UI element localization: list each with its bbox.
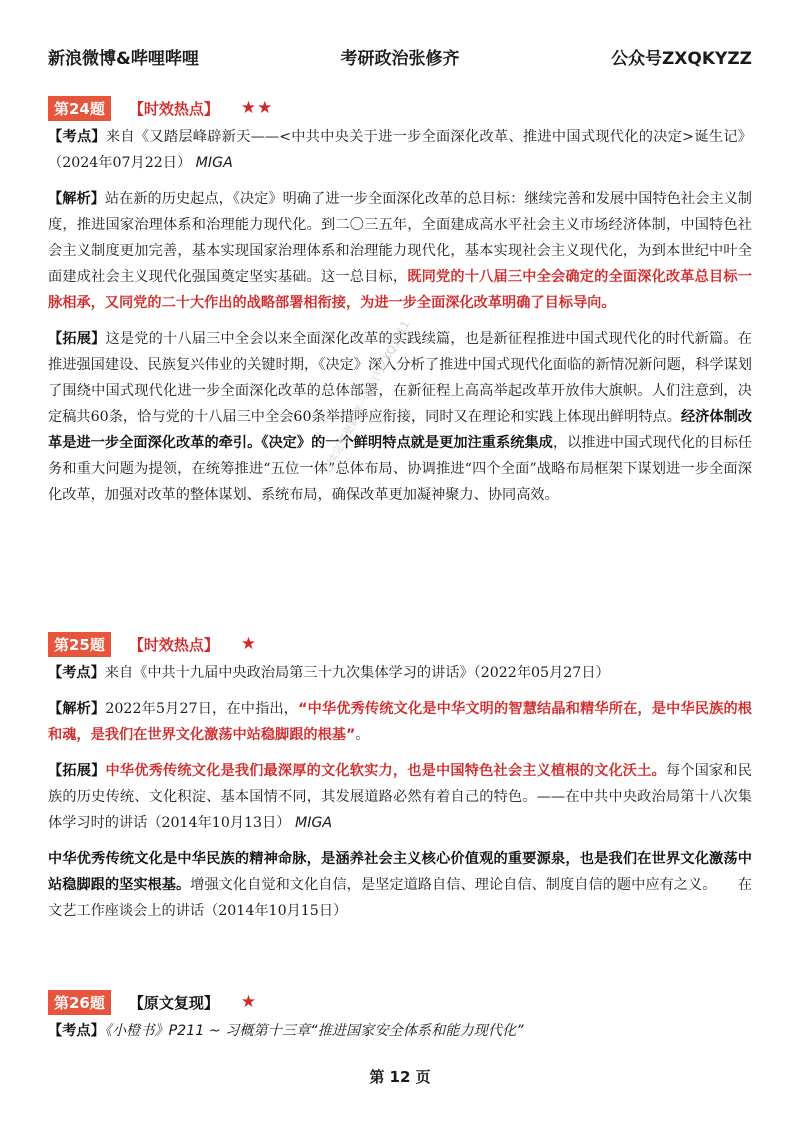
kaodian-text: 《小橙书》P211 ~ 习概第十三章“推进国家安全体系和能力现代化”	[104, 1023, 524, 1039]
star-rating: ★	[240, 992, 258, 1012]
jiexi-label: 【解析】	[48, 701, 106, 717]
question-number: 第26题	[48, 990, 111, 1015]
kaodian-label: 【考点】	[48, 1023, 105, 1039]
tuozhan-label: 【拓展】	[48, 763, 106, 779]
question-26	[48, 990, 752, 1044]
question-tag: 【时效热点】	[128, 99, 219, 118]
question-24	[48, 96, 752, 508]
header-left: 新浪微博&哔哩哔哩	[48, 49, 199, 69]
tuozhan-bold: 经济体制改革是进一步全面深化改革的牵引。《决定》的一个鲜明特点就是更加注重系统集成	[48, 409, 752, 451]
question-tag: 【时效热点】	[128, 635, 219, 654]
extra-bold: 中华优秀传统文化是中华民族的精神命脉，是涵养社会主义核心价值观的重要源泉，也是我们在世界文化激荡中站稳脚跟的坚实根基。	[48, 851, 752, 893]
jiexi-paragraph	[48, 696, 752, 748]
tuozhan-label: 【拓展】	[48, 331, 106, 347]
kaodian-paragraph	[48, 660, 752, 686]
tuozhan-paragraph	[48, 326, 752, 508]
question-number: 第25题	[48, 632, 111, 657]
extra-paragraph	[48, 846, 752, 924]
jiexi-highlight: 既同党的十八届三中全会确定的全面深化改革总目标一脉相承，又同党的二十大作出的战略部署相衔接，为进一步全面深化改革明确了目标导向。	[48, 269, 752, 311]
question-heading	[48, 96, 752, 120]
question-number: 第24题	[48, 96, 111, 121]
header-right: 公众号ZXQKYZZ	[610, 49, 752, 69]
kaodian-text: 来自《中共十九届中央政治局第三十九次集体学习的讲话》（2022年05月27日）	[104, 665, 610, 681]
jiexi-label: 【解析】	[48, 191, 105, 207]
kaodian-label: 【考点】	[48, 129, 106, 145]
question-tag: 【原文复现】	[128, 993, 219, 1012]
star-rating: ★★	[240, 98, 274, 118]
jiexi-highlight: “中华优秀传统文化是中华文明的智慧结晶和精华所在，是中华民族的根和魂，是我们在世界文化激荡中站稳脚跟的根基”	[48, 701, 752, 743]
jiexi-text: 2022年5月27日，在中指出，	[105, 701, 299, 717]
kaodian-paragraph	[48, 124, 752, 176]
question-25	[48, 632, 752, 924]
kaodian-label: 【考点】	[48, 665, 105, 681]
tuozhan-highlight: 中华优秀传统文化是我们最深厚的文化软实力，也是中国特色社会主义植根的文化沃土。	[105, 763, 666, 779]
tuozhan-paragraph	[48, 758, 752, 836]
page-header	[48, 44, 752, 74]
jiexi-paragraph	[48, 186, 752, 316]
tuozhan-tail: ，以推进中国式现代化的目标任务和重大问题为提领，在统筹推进“五位一体”总体布局、协调推进“四个全面”战略布局框架下谋划进一步全面深化改革，加强对改革的整体谋划、系统布局，确保改革更加凝神聚力、协同高效。	[48, 435, 752, 503]
star-rating: ★	[240, 634, 258, 654]
jiexi-text: 站在新的历史起点，《决定》明确了进一步全面深化改革的总目标：继续完善和发展中国特色社会主义制度，推进国家治理体系和治理能力现代化。到二〇三五年，全面建成高水平社会主义市场经济体制，中国特色社会主义制度更加完善，基本实现国家治理体系和治理能力现代化，基本实现社会主义现代化，为到本世纪中叶全面建成社会主义现代化强国奠定坚实基础。这一总目标，	[48, 191, 752, 285]
source-mark: MIGA	[294, 815, 333, 831]
question-heading	[48, 632, 752, 656]
tuozhan-text: 每个国家和民族的历史传统、文化积淀、基本国情不同，其发展道路必然有着自己的特色。——在中共中央政治局第十八次集体学习时的讲话（2014年10月13日）	[48, 763, 752, 831]
page-number: 第 12 页	[369, 1068, 431, 1086]
question-heading	[48, 990, 752, 1014]
jiexi-end: 。	[355, 727, 370, 743]
extra-text: 增强文化自觉和文化自信，是坚定道路自信、理论自信、制度自信的题中应有之义。 在文艺工作座谈会上的讲话（2014年10月15日）	[48, 877, 752, 919]
source-mark: MIGA	[195, 155, 233, 171]
tuozhan-text: 这是党的十八届三中全会以来全面深化改革的实践续篇，也是新征程推进中国式现代化的时代新篇。在推进强国建设、民族复兴伟业的关键时期，《决定》深入分析了推进中国式现代化面临的新情况新问题，科学谋划了围绕中国式现代化进一步全面深化改革的总体部署，在新征程上高高举起改革开放伟大旗帜。人们注意到，决定稿共60条，恰与党的十八届三中全会60条举措呼应衔接，同时又在理论和实践上体现出鲜明特点。	[48, 331, 752, 425]
kaodian-paragraph	[48, 1018, 752, 1044]
watermark: 后续完整更新唯一微信号ZXQ1211	[319, 318, 413, 478]
kaodian-text: 来自《又踏层峰辟新天——<中共中央关于进一步全面深化改革、推进中国式现代化的决定>诞生记》（2024年07月22日）	[48, 129, 752, 171]
header-center: 考研政治张修齐	[340, 49, 460, 69]
